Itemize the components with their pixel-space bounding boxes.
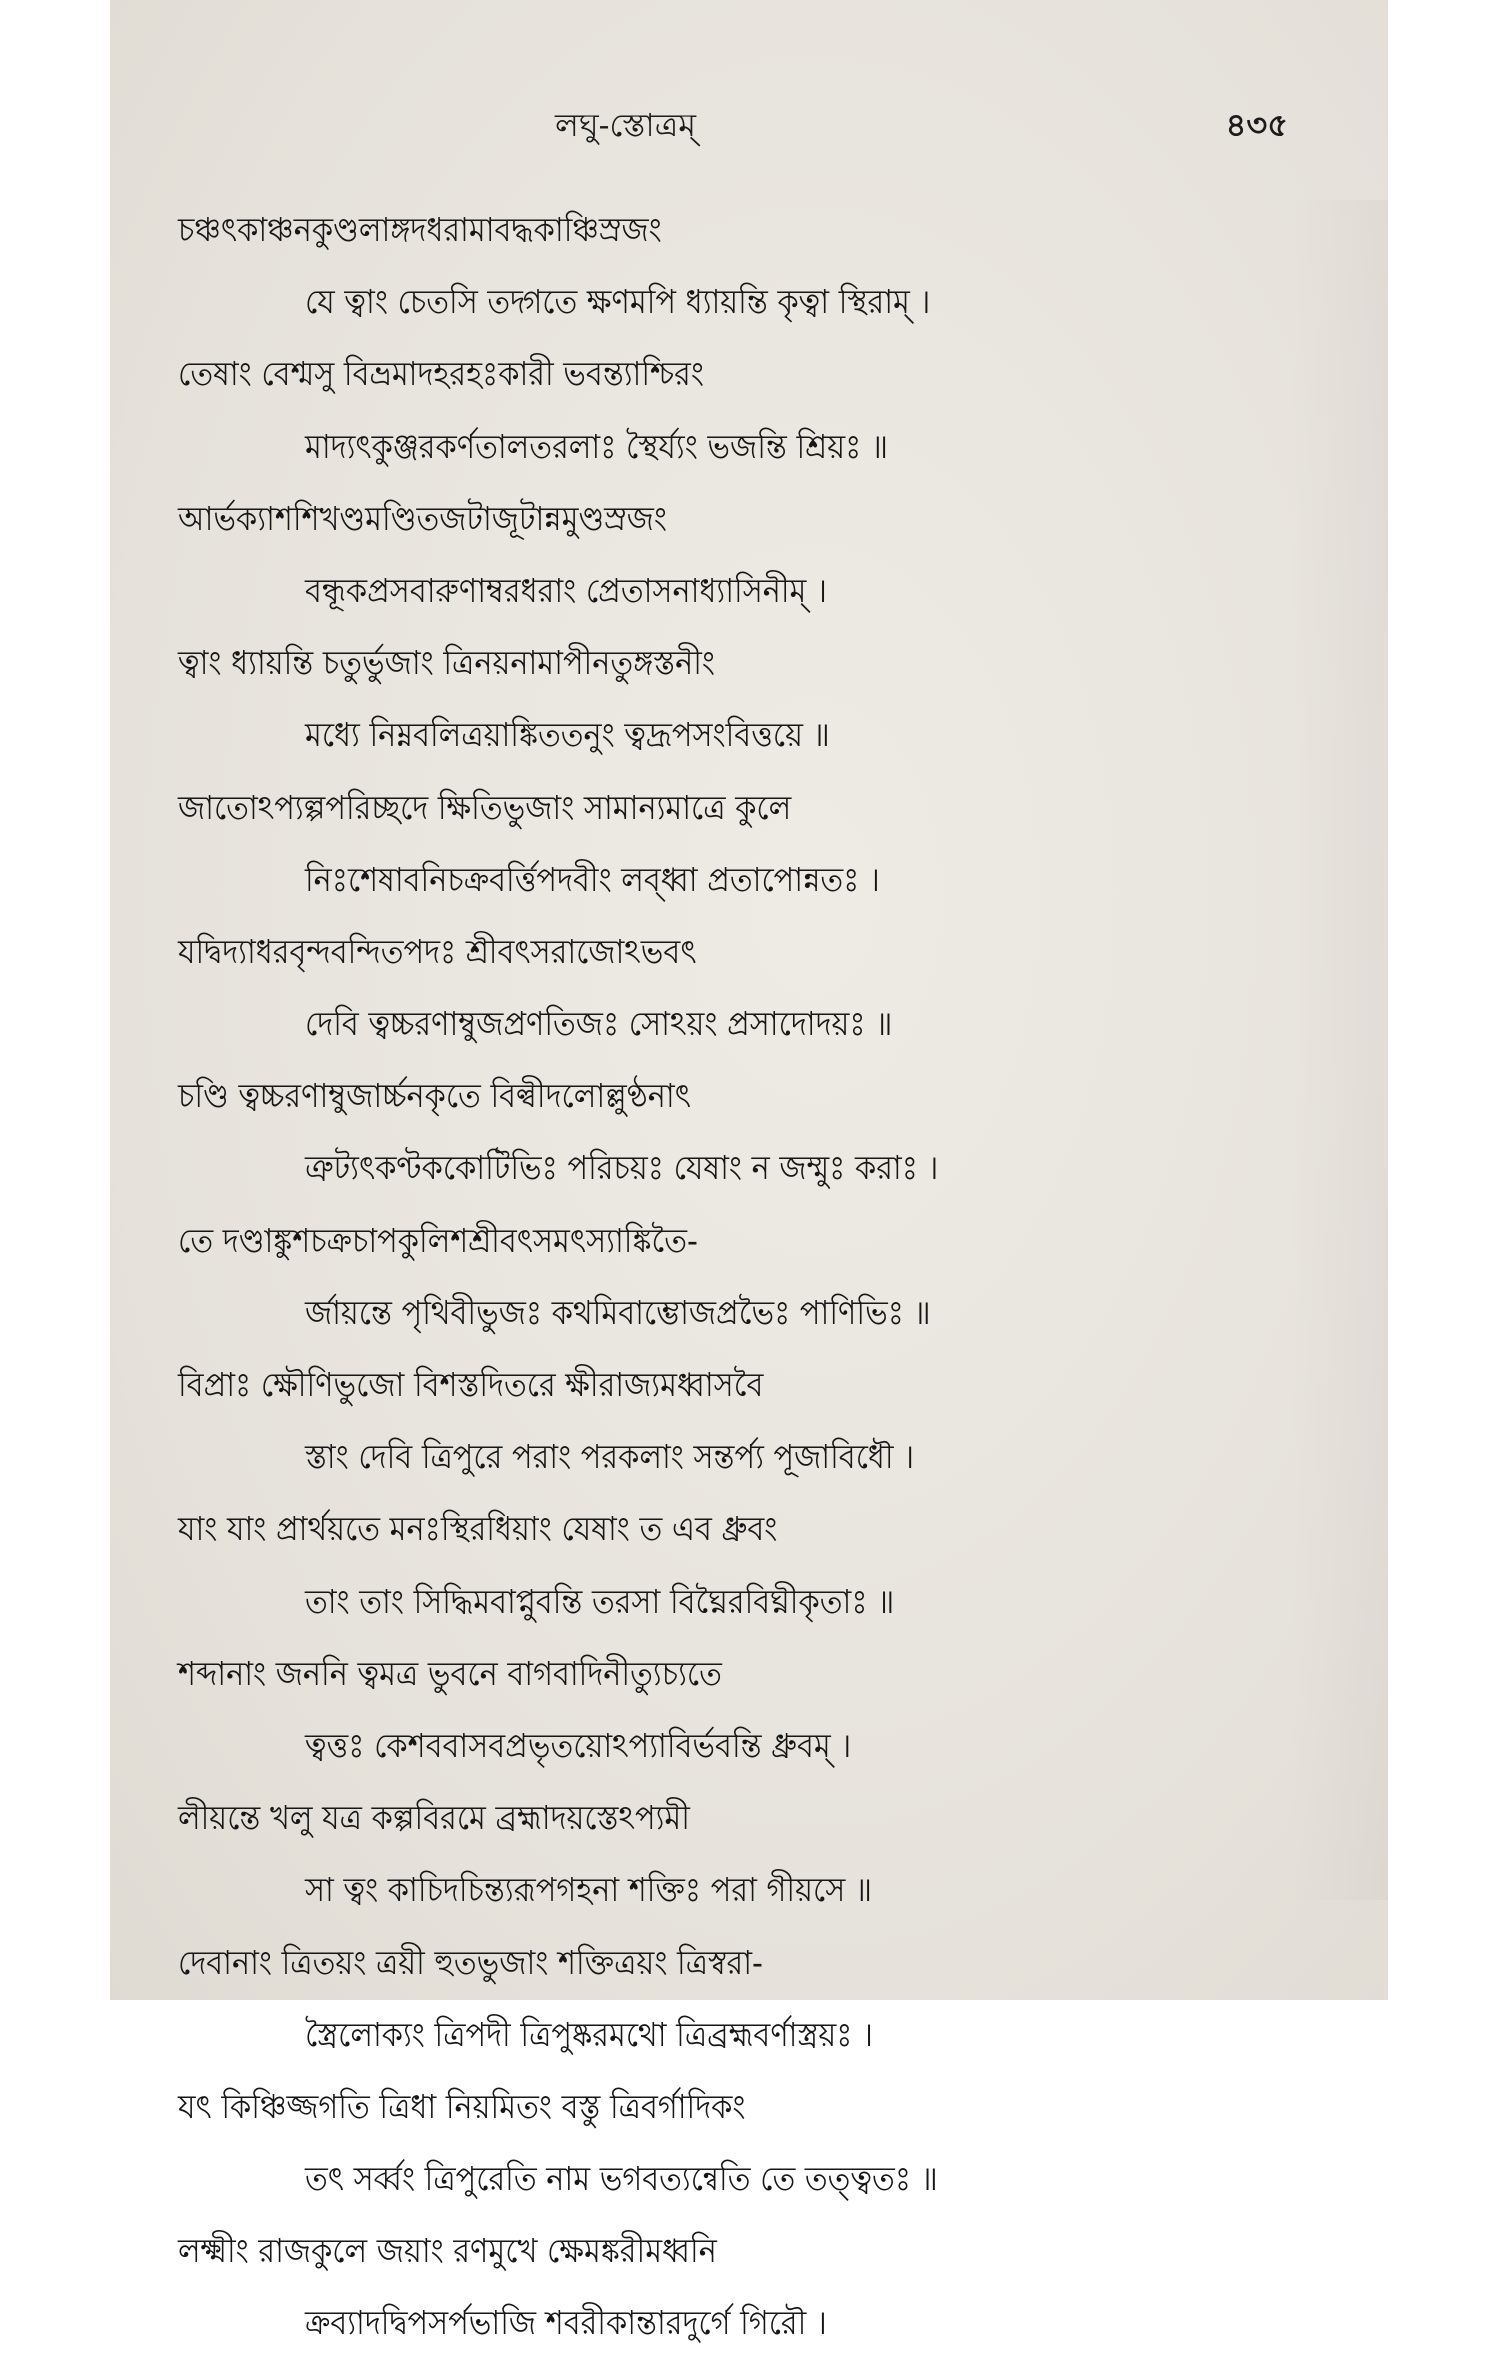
verse-line: ক্রব্যাদদ্বিপসর্পভাজি শবরীকান্তারদুর্গে গিরৌ । <box>304 2303 827 2343</box>
verse-line: ত্বাং ধ্যায়ন্তি চতুর্ভুজাং ত্রিনয়নামাপীনতুঙ্গস্তনীং <box>178 643 715 683</box>
verse-line: তাং তাং সিদ্ধিমবাপ্নুবন্তি তরসা বিঘ্নৈরবিঘ্নীকৃতাঃ ॥ <box>304 1581 895 1621</box>
verse-line: বিপ্রাঃ ক্ষৌণিভুজো বিশস্তদিতরে ক্ষীরাজ্যমধ্বাসবৈ <box>178 1365 764 1404</box>
page-header-title: লঘু-স্তোত্রম্ <box>555 106 696 144</box>
verse-line: স্ত্রৈলোক্যং ত্রিপদী ত্রিপুষ্করমথো ত্রিব্রহ্মবর্ণাস্ত্রয়ঃ । <box>304 2014 873 2054</box>
verse-line: নিঃশেষাবনিচক্রবর্ত্তিপদবীং লব্ধ্বা প্রতাপোন্নতঃ । <box>304 859 880 899</box>
verse-line: তে দণ্ডাঙ্কুশচক্রচাপকুলিশশ্রীবৎসমৎস্যাঙ্কিতৈ- <box>178 1220 698 1260</box>
verse-line: তেষাং বেশ্মসু বিভ্রমাদহরহঃকারী ভবন্ত্যাশ্চিরং <box>178 354 704 394</box>
verse-line: যে ত্বাং চেতসি তদ্গতে ক্ষণমপি ধ্যায়ন্তি কৃত্বা স্থিরাম্ । <box>304 282 931 322</box>
verse-line: বন্ধূকপ্রসবারুণাম্বরধরাং প্রেতাসনাধ্যাসিনীম্ । <box>304 570 827 610</box>
verse-block <box>178 194 1308 2360</box>
verse-line: ত্রুট্যৎকণ্টককোটিভিঃ পরিচয়ঃ যেষাং ন জম্মুঃ করাঃ । <box>304 1148 939 1188</box>
verse-line: যৎ কিঞ্চিজ্জগতি ত্রিধা নিয়মিতং বস্তু ত্রিবর্গাদিকং <box>178 2086 746 2126</box>
verse-line: র্জায়ন্তে পৃথিবীভুজঃ কথমিবাম্ভোজপ্রভৈঃ পাণিভিঃ ॥ <box>304 1292 931 1332</box>
verse-line: যাং যাং প্রার্থয়তে মনঃস্থিরধিয়াং যেষাং ত এব ধ্রুবং <box>178 1509 778 1549</box>
book-page <box>110 0 1388 2343</box>
verse-line: সা ত্বং কাচিদচিন্ত্যরূপগহনা শক্তিঃ পরা গীয়সে ॥ <box>304 1870 873 1910</box>
verse-line: আর্ভক্যাশশিখণ্ডমণ্ডিতজটাজূটান্নমুণ্ডস্রজং <box>178 498 667 538</box>
verse-line: ত্বত্তঃ কেশববাসবপ্রভৃতয়োঽপ্যাবির্ভবন্তি ধ্রুবম্ । <box>304 1725 852 1765</box>
verse-line: দেবানাং ত্রিতয়ং ত্রয়ী হুতভুজাং শক্তিত্রয়ং ত্রিস্বরা- <box>178 1942 763 1982</box>
verse-line: লক্ষ্মীং রাজকুলে জয়াং রণমুখে ক্ষেমঙ্করীমধ্বনি <box>178 2231 717 2271</box>
verse-line: তৎ সর্ব্বং ত্রিপুরেতি নাম ভগবত্যন্বেতি তে তত্ত্বতঃ ॥ <box>304 2159 938 2199</box>
verse-line: দেবি ত্বচ্চরণাম্বুজপ্রণতিজঃ সোঽয়ং প্রসাদোদয়ঃ ॥ <box>304 1004 893 1044</box>
verse-line: শব্দানাং জননি ত্বমত্র ভুবনে বাগবাদিনীত্যুচ্যতে <box>178 1653 722 1693</box>
verse-line: যদ্বিদ্যাধরবৃন্দবন্দিতপদঃ শ্রীবৎসরাজোঽভবৎ <box>178 931 697 971</box>
verse-line: চঞ্চৎকাঞ্চনকুণ্ডলাঙ্গদধরামাবদ্ধকাঞ্চিস্রজং <box>178 210 662 249</box>
verse-line: স্তাং দেবি ত্রিপুরে পরাং পরকলাং সন্তর্প্য পূজাবিধৌ । <box>304 1437 915 1477</box>
verse-line: মাদ্যৎকুঞ্জরকর্ণতালতরলাঃ স্থৈর্য্যং ভজন্তি শ্রিয়ঃ ॥ <box>304 426 889 466</box>
verse-line: জাতোঽপ্যল্পপরিচ্ছদে ক্ষিতিভুজাং সামান্যমাত্রে কুলে <box>178 787 792 827</box>
verse-line: চণ্ডি ত্বচ্চরণাম্বুজার্চ্চনকৃতে বিল্বীদলোল্লুণ্ঠনাৎ <box>178 1076 691 1116</box>
page-number: ৪৩৫ <box>1225 106 1288 144</box>
verse-line: লীয়ন্তে খলু যত্র কল্পবিরমে ব্রহ্মাদয়স্তেঽপ্যমী <box>178 1798 690 1838</box>
verse-line: মধ্যে নিম্নবলিত্রয়াঙ্কিততনুং ত্বদ্রূপসংবিত্তয়ে ॥ <box>304 715 830 755</box>
